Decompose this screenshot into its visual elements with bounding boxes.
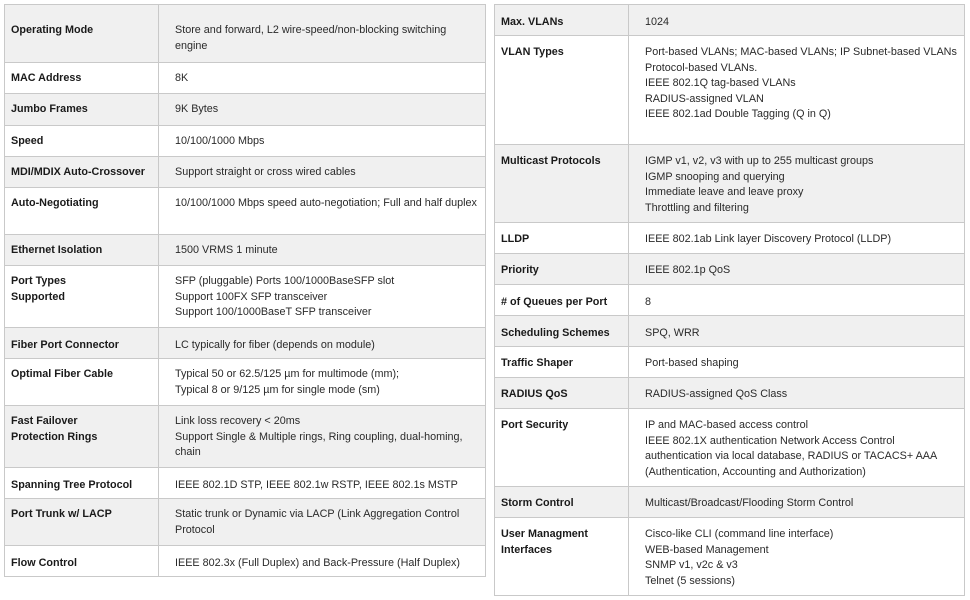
spec-label-text: Port Trunk w/ LACP xyxy=(11,508,112,520)
spec-value-line: Throttling and filtering xyxy=(645,201,749,214)
spec-row xyxy=(5,5,486,63)
spec-value-line: Static trunk or Dynamic via LACP (Link Aggregation Control Protocol xyxy=(175,508,460,536)
spec-value xyxy=(159,188,486,235)
spec-value-line: IEEE 802.1X authentication Network Access Control authentication via local database, RADIUS or TACACS+ AAA (Authentication, Accounting and Authorization) xyxy=(645,434,937,478)
spec-row xyxy=(495,378,965,409)
spec-label-text: Jumbo Frames xyxy=(11,103,88,115)
spec-row xyxy=(495,145,965,223)
spec-value xyxy=(629,5,965,36)
spec-value xyxy=(629,316,965,347)
left-spec-body xyxy=(5,5,486,577)
spec-label xyxy=(495,36,629,145)
spec-label-text: Port Types xyxy=(11,275,66,287)
spec-value-line: IEEE 802.1p QoS xyxy=(645,264,731,276)
spec-label xyxy=(495,5,629,36)
spec-value xyxy=(159,235,486,266)
spec-label-text: Supported xyxy=(11,290,65,303)
spec-row xyxy=(5,94,486,126)
spec-value-line: 1500 VRMS 1 minute xyxy=(175,244,278,256)
right-spec-table xyxy=(494,4,965,596)
spec-value-line: 10/100/1000 Mbps xyxy=(175,135,265,147)
spec-label-text: Traffic Shaper xyxy=(501,357,574,369)
spec-value xyxy=(159,406,486,468)
spec-value-line: SPQ, WRR xyxy=(645,327,700,339)
spec-label-text: Interfaces xyxy=(501,543,553,556)
spec-label-text: Protection Rings xyxy=(11,430,98,443)
spec-row xyxy=(495,347,965,378)
spec-value-line: Cisco-like CLI (command line interface) xyxy=(645,528,834,540)
spec-label-text: Fiber Port Connector xyxy=(11,339,119,351)
spec-value-line: Support Single & Multiple rings, Ring coupling, dual-homing, chain xyxy=(175,430,463,459)
spec-label xyxy=(5,468,159,499)
spec-label xyxy=(5,63,159,94)
spec-label-text: Auto-Negotiating xyxy=(11,197,99,209)
spec-label-text: Flow Control xyxy=(11,557,77,569)
spec-value-line: 8 xyxy=(645,296,652,308)
spec-value xyxy=(629,36,965,145)
spec-label xyxy=(5,546,159,577)
spec-value xyxy=(629,518,965,596)
spec-value-line: Support 100/1000BaseT SFP transceiver xyxy=(175,306,372,319)
spec-label-text: Speed xyxy=(11,135,44,147)
left-spec-table xyxy=(4,4,486,577)
spec-row xyxy=(495,409,965,487)
spec-value xyxy=(159,157,486,188)
spec-value-line: Multicast/Broadcast/Flooding Storm Control xyxy=(645,497,854,509)
spec-row xyxy=(495,254,965,285)
spec-value-line: 1024 xyxy=(645,16,670,28)
spec-label-text: MAC Address xyxy=(11,72,82,84)
spec-row xyxy=(495,5,965,36)
spec-value xyxy=(629,285,965,316)
spec-label xyxy=(5,157,159,188)
spec-value-line: Port-based shaping xyxy=(645,357,739,369)
spec-value xyxy=(629,378,965,409)
spec-row xyxy=(5,468,486,499)
spec-label-text: Optimal Fiber Cable xyxy=(11,368,113,380)
spec-label xyxy=(495,316,629,347)
spec-label-text: Scheduling Schemes xyxy=(501,327,610,339)
spec-label xyxy=(5,266,159,328)
spec-value xyxy=(629,487,965,518)
spec-value-line: LC typically for fiber (depends on module) xyxy=(175,339,375,351)
spec-value xyxy=(159,328,486,359)
spec-label-text: Multicast Protocols xyxy=(501,155,601,167)
spec-value-line: IEEE 802.1ad Double Tagging (Q in Q) xyxy=(645,108,831,121)
spec-value-line: 10/100/1000 Mbps speed auto-negotiation; Full and half duplex xyxy=(175,197,477,209)
spec-value-line: SNMP v1, v2c & v3 xyxy=(645,559,738,572)
spec-value xyxy=(629,223,965,254)
spec-row xyxy=(5,235,486,266)
spec-label xyxy=(5,359,159,406)
spec-row xyxy=(495,285,965,316)
spec-value-line: IGMP snooping and querying xyxy=(645,170,785,183)
spec-label xyxy=(5,235,159,266)
spec-label-text: LLDP xyxy=(501,233,530,245)
spec-value xyxy=(159,468,486,499)
spec-row xyxy=(495,223,965,254)
spec-row xyxy=(5,157,486,188)
spec-value-line: Port-based VLANs; MAC-based VLANs; IP Subnet-based VLANs xyxy=(645,46,957,58)
spec-label xyxy=(5,328,159,359)
spec-row xyxy=(5,499,486,546)
spec-value xyxy=(629,145,965,223)
spec-value xyxy=(159,546,486,577)
spec-label-text: MDI/MDIX Auto-Crossover xyxy=(11,166,145,178)
spec-value-line: Support straight or cross wired cables xyxy=(175,166,356,178)
spec-value-line: Store and forward, L2 wire-speed/non-blocking switching engine xyxy=(175,24,447,52)
spec-value-line: Support 100FX SFP transceiver xyxy=(175,290,328,303)
spec-value-line: RADIUS-assigned QoS Class xyxy=(645,388,788,400)
spec-label-text: Priority xyxy=(501,264,539,276)
spec-row xyxy=(5,359,486,406)
spec-row xyxy=(5,188,486,235)
spec-label-text: Ethernet Isolation xyxy=(11,244,103,256)
spec-row xyxy=(5,126,486,157)
spec-value-line: IP and MAC-based access control xyxy=(645,419,809,431)
spec-label-text: Operating Mode xyxy=(11,24,94,36)
spec-label xyxy=(495,145,629,223)
spec-value xyxy=(159,63,486,94)
spec-value xyxy=(159,5,486,63)
spec-row xyxy=(495,487,965,518)
spec-value xyxy=(629,409,965,487)
spec-label xyxy=(5,188,159,235)
spec-label-text: Storm Control xyxy=(501,497,574,509)
spec-label xyxy=(495,518,629,596)
spec-label-text: Fast Failover xyxy=(11,415,78,427)
spec-value-line: Immediate leave and leave proxy xyxy=(645,186,804,199)
spec-label-text: Spanning Tree Protocol xyxy=(11,479,133,491)
spec-label-text: Port Security xyxy=(501,419,569,431)
spec-label xyxy=(495,487,629,518)
spec-row xyxy=(5,328,486,359)
spec-row xyxy=(5,406,486,468)
spec-value-line: Link loss recovery < 20ms xyxy=(175,415,301,427)
spec-row xyxy=(5,266,486,328)
spec-label xyxy=(495,254,629,285)
spec-value-line: IEEE 802.1D STP, IEEE 802.1w RSTP, IEEE 802.1s MSTP xyxy=(175,479,458,491)
spec-value xyxy=(159,126,486,157)
spec-label xyxy=(495,285,629,316)
spec-value-line: Typical 8 or 9/125 µm for single mode (sm) xyxy=(175,383,380,396)
spec-row xyxy=(495,36,965,145)
spec-label xyxy=(495,347,629,378)
spec-value-line: 8K xyxy=(175,72,189,84)
spec-label xyxy=(495,378,629,409)
spec-value-line: RADIUS-assigned VLAN xyxy=(645,92,764,105)
spec-row xyxy=(495,518,965,596)
spec-value-line: Telnet (5 sessions) xyxy=(645,574,736,587)
spec-value xyxy=(629,347,965,378)
spec-value-line: 9K Bytes xyxy=(175,103,219,115)
spec-label-text: User Managment xyxy=(501,528,588,540)
right-spec-body xyxy=(495,5,965,596)
spec-label xyxy=(5,5,159,63)
spec-label xyxy=(5,406,159,468)
spec-value xyxy=(159,266,486,328)
spec-value-line: SFP (pluggable) Ports 100/1000BaseSFP slot xyxy=(175,275,395,287)
spec-label-text: RADIUS QoS xyxy=(501,388,568,400)
spec-value xyxy=(159,94,486,126)
spec-value-line: IEEE 802.3x (Full Duplex) and Back-Pressure (Half Duplex) xyxy=(175,557,461,569)
spec-label-text: Max. VLANs xyxy=(501,16,564,28)
spec-label xyxy=(5,94,159,126)
spec-label xyxy=(5,126,159,157)
spec-row xyxy=(495,316,965,347)
spec-label xyxy=(5,499,159,546)
spec-value-line: WEB-based Management xyxy=(645,543,769,556)
spec-row xyxy=(5,63,486,94)
spec-value-line: IGMP v1, v2, v3 with up to 255 multicast groups xyxy=(645,155,874,167)
spec-row xyxy=(5,546,486,577)
spec-value xyxy=(629,254,965,285)
spec-label xyxy=(495,409,629,487)
spec-value-line: IEEE 802.1Q tag-based VLANs xyxy=(645,77,796,90)
spec-value xyxy=(159,499,486,546)
spec-value-line: IEEE 802.1ab Link layer Discovery Protocol (LLDP) xyxy=(645,233,892,245)
spec-value-line: Protocol-based VLANs. xyxy=(645,61,758,74)
spec-label-text: # of Queues per Port xyxy=(501,296,608,308)
spec-label-text: VLAN Types xyxy=(501,46,564,58)
spec-value xyxy=(159,359,486,406)
spec-label xyxy=(495,223,629,254)
spec-value-line: Typical 50 or 62.5/125 µm for multimode (mm); xyxy=(175,368,400,380)
